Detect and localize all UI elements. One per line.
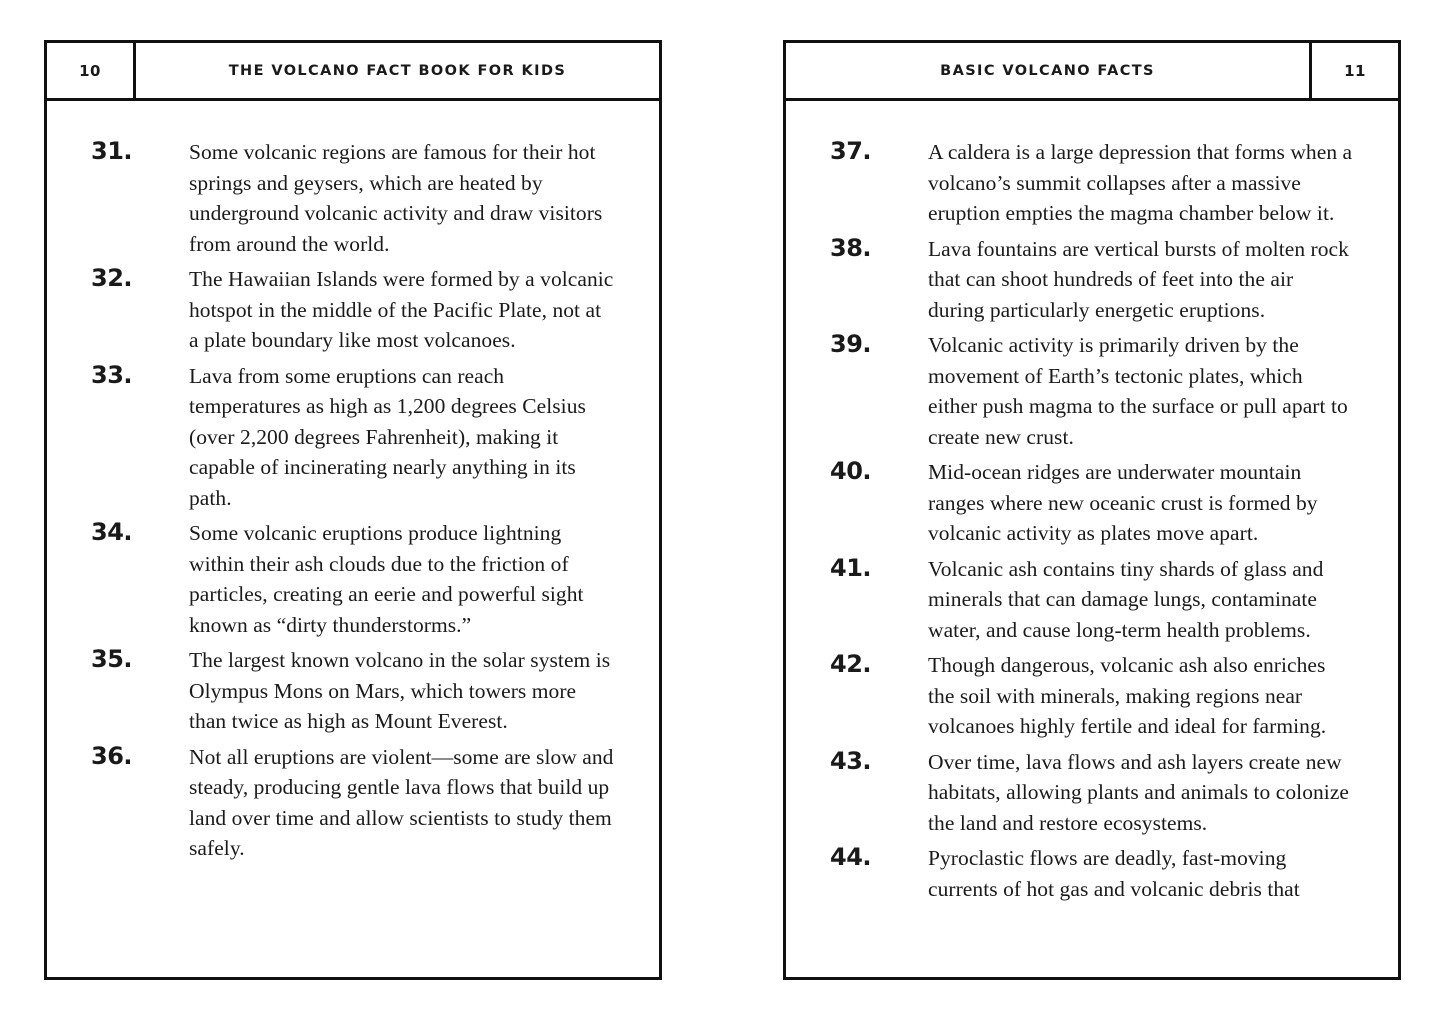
fact-text: Though dangerous, volcanic ash also enriches the soil with minerals, making regions near volcanoes highly fertile and ideal for farming.	[928, 653, 1327, 738]
fact-text: Some volcanic regions are famous for their hot springs and geysers, which are heated by underground volcanic activity and draw visitors from around the world.	[189, 140, 603, 256]
right-page-number: 11	[1309, 43, 1398, 98]
fact-text: Volcanic ash contains tiny shards of glass and minerals that can damage lungs, contaminate water, and cause long-term health problems.	[928, 556, 1324, 642]
fact-number: 43.	[830, 746, 872, 775]
left-running-head: THE VOLCANO FACT BOOK FOR KIDS	[228, 62, 567, 79]
fact-text: Lava fountains are vertical bursts of molten rock that can shoot hundreds of feet into the air during particularly energetic eruptions.	[928, 236, 1349, 322]
fact-text: Over time, lava flows and ash layers create new habitats, allowing plants and animals to colonize the land and restore ecosystems.	[928, 749, 1350, 835]
list-item	[91, 516, 615, 640]
list-item	[91, 262, 615, 356]
fact-text: Mid-ocean ridges are underwater mountain ranges where new oceanic crust is formed by volcanic activity as plates move apart.	[928, 460, 1318, 545]
list-item	[830, 328, 1354, 452]
fact-number: 33.	[91, 360, 133, 389]
fact-number: 42.	[830, 650, 872, 678]
fact-number: 34.	[91, 518, 133, 546]
fact-number: 35.	[91, 645, 133, 673]
right-page-header	[786, 43, 1398, 101]
list-item	[830, 841, 1354, 904]
list-item	[91, 740, 615, 864]
fact-number: 44.	[830, 843, 872, 871]
list-item	[91, 135, 615, 259]
fact-text: Lava from some eruptions can reach temperatures as high as 1,200 degrees Celsius (over 2,200 degrees Fahrenheit), making it capable of incinerating nearly anything in its path.	[189, 363, 586, 510]
fact-text: The Hawaiian Islands were formed by a volcanic hotspot in the middle of the Pacific Plate, not at a plate boundary like most volcanoes.	[189, 267, 614, 352]
left-page-header	[47, 43, 659, 101]
list-item	[91, 359, 615, 514]
fact-number: 40.	[830, 457, 872, 485]
fact-text: Volcanic activity is primarily driven by the movement of Earth’s tectonic plates, which either push magma to the surface or pull apart to create new crust.	[928, 333, 1348, 449]
fact-text: Not all eruptions are violent—some are slow and steady, producing gentle lava flows that build up land over time and allow scientists to study them safely.	[189, 744, 614, 860]
right-running-head: BASIC VOLCANO FACTS	[940, 62, 1155, 79]
left-page-body	[47, 101, 659, 977]
list-item	[91, 643, 615, 737]
fact-text: A caldera is a large depression that forms when a volcano’s summit collapses after a massive eruption empties the magma chamber below it.	[928, 140, 1353, 225]
right-fact-list	[830, 135, 1354, 904]
fact-number: 36.	[91, 741, 133, 770]
list-item	[830, 745, 1354, 839]
fact-number: 41.	[830, 553, 872, 582]
fact-number: 32.	[91, 264, 133, 292]
list-item	[830, 455, 1354, 549]
fact-number: 31.	[91, 137, 133, 165]
fact-text: Some volcanic eruptions produce lightning within their ash clouds due to the friction of particles, creating an eerie and powerful sight known as “dirty thunderstorms.”	[189, 521, 584, 637]
list-item	[830, 135, 1354, 229]
list-item	[830, 232, 1354, 326]
left-page-number: 10	[47, 43, 136, 98]
right-page	[783, 40, 1401, 980]
left-page	[44, 40, 662, 980]
fact-number: 37.	[830, 137, 872, 165]
left-fact-list	[91, 135, 615, 864]
list-item	[830, 552, 1354, 646]
list-item	[830, 648, 1354, 742]
fact-number: 38.	[830, 233, 872, 262]
fact-text: Pyroclastic flows are deadly, fast-moving currents of hot gas and volcanic debris that	[928, 846, 1300, 901]
right-page-body	[786, 101, 1398, 977]
fact-text: The largest known volcano in the solar system is Olympus Mons on Mars, which towers more than twice as high as Mount Everest.	[189, 648, 611, 733]
fact-number: 39.	[830, 330, 872, 358]
